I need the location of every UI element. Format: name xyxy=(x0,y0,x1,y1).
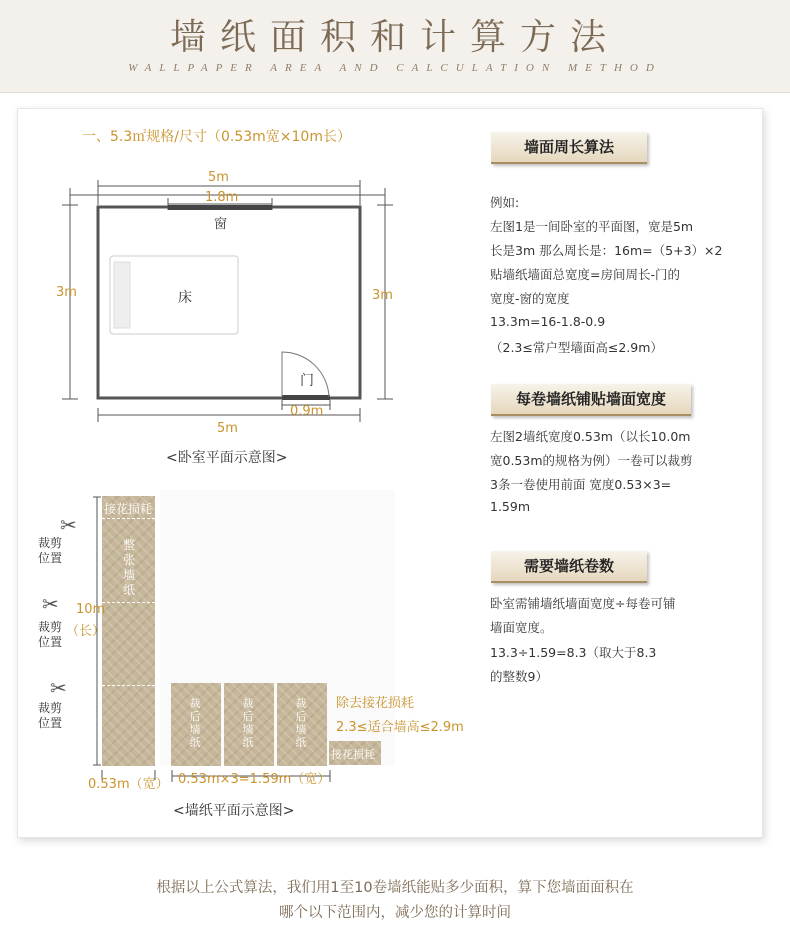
rolls-line: 的整数9） xyxy=(490,669,548,684)
perimeter-line: （2.3≤常户型墙面高≤2.9m） xyxy=(490,340,663,355)
footer-line: 根据以上公式算法，我们用1至10卷墙纸能贴多少面积，算下您墙面面积在 xyxy=(156,880,634,896)
rolls-line: 墙面宽度。 xyxy=(490,620,553,635)
cut-strip-label: 裁后墙纸 xyxy=(295,697,307,749)
roll-length-note: （长） xyxy=(66,624,106,639)
page-title: 墙纸面积和计算方法 xyxy=(169,17,620,58)
left-height-label: 3m xyxy=(56,285,77,300)
perimeter-line: 长是3m 那么周长是：16m=（5+3）×2 xyxy=(490,243,723,258)
full-sheet-label: 整张墙纸 xyxy=(122,538,135,597)
bed-label: 床 xyxy=(178,290,192,306)
perimeter-line: 例如: xyxy=(490,195,520,210)
floorplan-caption: <卧室平面示意图> xyxy=(166,450,288,466)
per-roll-line: 左图2墙纸宽度0.53m（以长10.0m xyxy=(490,429,691,444)
per-roll-banner: 每卷墙纸铺贴墙面宽度 xyxy=(491,384,691,416)
scissors-icon: ✂ xyxy=(42,592,59,616)
door-width-label: 0.9m xyxy=(290,404,324,419)
rolls-banner: 需要墙纸卷数 xyxy=(491,551,647,583)
window-label: 窗 xyxy=(214,217,228,232)
height-range-label: 2.3≤适合墙高≤2.9m xyxy=(336,720,464,735)
window-width-label: 1.8m xyxy=(205,190,239,205)
top-width-label: 5m xyxy=(208,170,229,185)
perimeter-line: 13.3m=16-1.8-0.9 xyxy=(490,314,606,329)
wallpaper-caption: <墙纸平面示意图> xyxy=(173,803,295,819)
perimeter-line: 贴墙纸墙面总宽度=房间周长-门的 xyxy=(490,267,680,282)
bottom-waste-label: 接花损耗 xyxy=(331,748,375,761)
perimeter-banner: 墙面周长算法 xyxy=(491,132,647,164)
cut-position-label: 裁剪位置 xyxy=(38,701,63,730)
cut-position-label: 裁剪位置 xyxy=(38,536,63,565)
perimeter-line: 宽度-窗的宽度 xyxy=(490,291,570,306)
rolls-line: 卧室需铺墙纸墙面宽度÷每卷可铺 xyxy=(490,596,676,611)
cut-strip-label: 裁后墙纸 xyxy=(242,697,254,749)
rolls-line: 13.3÷1.59=8.3（取大于8.3 xyxy=(490,645,657,660)
top-waste-label: 接花损耗 xyxy=(104,502,153,516)
spec-heading: 一、5.3㎡规格/尺寸（0.53m宽×10m长） xyxy=(82,129,351,145)
right-height-label: 3m xyxy=(372,288,393,303)
cut-strip-label: 裁后墙纸 xyxy=(189,697,201,749)
footer-line: 哪个以下范围内，减少您的计算时间 xyxy=(279,905,511,921)
roll-width-label: 0.53m（宽） xyxy=(88,777,169,792)
cut-position-label: 裁剪位置 xyxy=(38,620,63,649)
strips-width-label: 0.53m×3=1.59m（宽） xyxy=(178,772,331,787)
per-roll-line: 3条一卷使用前面 宽度0.53×3= xyxy=(490,477,672,492)
door-label: 门 xyxy=(300,373,314,389)
bottom-width-label: 5m xyxy=(217,421,238,436)
remove-waste-label: 除去接花损耗 xyxy=(336,696,415,711)
scissors-icon: ✂ xyxy=(60,513,77,537)
roll-length-label: 10m xyxy=(76,602,106,617)
perimeter-line: 左图1是一间卧室的平面图，宽是5m xyxy=(490,219,694,234)
page-subtitle: WALLPAPER AREA AND CALCULATION METHOD xyxy=(128,62,662,74)
per-roll-line: 1.59m xyxy=(490,499,531,514)
per-roll-line: 宽0.53m的规格为例）一卷可以裁剪 xyxy=(490,453,693,468)
scissors-icon: ✂ xyxy=(50,676,67,700)
